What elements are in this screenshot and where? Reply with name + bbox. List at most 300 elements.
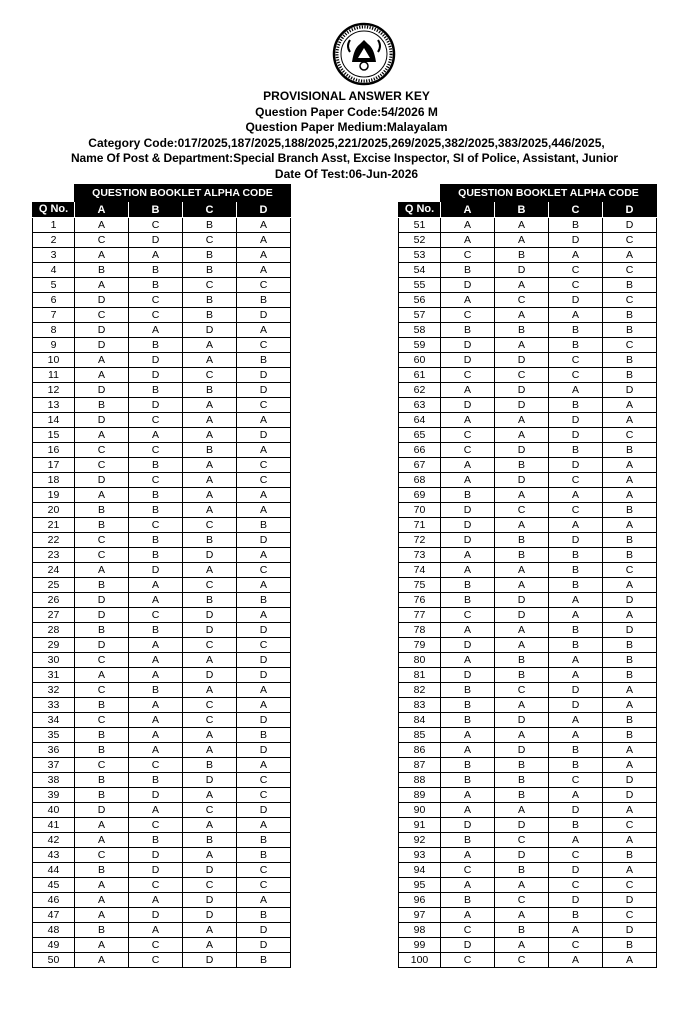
question-number-cell: 95 <box>399 878 441 893</box>
answer-c-cell: C <box>549 773 603 788</box>
answer-d-cell: A <box>237 323 291 338</box>
answer-key-table-left <box>32 184 291 968</box>
answer-b-cell: B <box>129 683 183 698</box>
question-number-cell: 64 <box>399 413 441 428</box>
table-row <box>33 233 291 248</box>
question-number-cell: 65 <box>399 428 441 443</box>
answer-d-cell: B <box>603 713 657 728</box>
answer-d-cell: B <box>603 323 657 338</box>
answer-d-cell: B <box>237 353 291 368</box>
answer-c-cell: B <box>549 818 603 833</box>
page-title: PROVISIONAL ANSWER KEY <box>263 89 430 103</box>
answer-b-cell: A <box>495 218 549 233</box>
answer-c-cell: C <box>549 938 603 953</box>
answer-b-cell: B <box>495 533 549 548</box>
table-row <box>33 623 291 638</box>
answer-c-cell: B <box>549 563 603 578</box>
answer-a-cell: A <box>75 668 129 683</box>
answer-b-cell: C <box>495 953 549 968</box>
question-number-cell: 23 <box>33 548 75 563</box>
answer-b-cell: A <box>129 923 183 938</box>
answer-c-cell: A <box>183 743 237 758</box>
answer-d-cell: C <box>237 278 291 293</box>
answer-c-cell: B <box>183 443 237 458</box>
answer-d-cell: C <box>237 458 291 473</box>
answer-d-cell: C <box>603 818 657 833</box>
answer-b-cell: A <box>495 413 549 428</box>
answer-b-cell: A <box>129 653 183 668</box>
question-number-cell: 52 <box>399 233 441 248</box>
answer-c-cell: B <box>183 218 237 233</box>
answer-c-cell: D <box>549 458 603 473</box>
answer-a-cell: A <box>75 878 129 893</box>
answer-d-cell: C <box>603 233 657 248</box>
answer-d-cell: A <box>603 488 657 503</box>
answer-d-cell: B <box>237 953 291 968</box>
table-row <box>399 878 657 893</box>
table-row <box>399 683 657 698</box>
answer-d-cell: A <box>603 413 657 428</box>
answer-c-cell: B <box>183 833 237 848</box>
answer-b-cell: C <box>495 293 549 308</box>
answer-c-cell: A <box>183 563 237 578</box>
table-row <box>33 653 291 668</box>
answer-c-cell: B <box>183 533 237 548</box>
answer-c-cell: A <box>549 518 603 533</box>
answer-d-cell: B <box>237 518 291 533</box>
answer-c-cell: A <box>183 398 237 413</box>
table-row <box>399 443 657 458</box>
answer-c-cell: C <box>183 233 237 248</box>
answer-d-cell: A <box>237 413 291 428</box>
table-row <box>33 698 291 713</box>
answer-d-cell: B <box>603 548 657 563</box>
answer-a-cell: C <box>75 233 129 248</box>
question-number-cell: 12 <box>33 383 75 398</box>
answer-b-cell: D <box>495 398 549 413</box>
answer-a-cell: C <box>75 548 129 563</box>
answer-b-cell: C <box>129 818 183 833</box>
question-number-cell: 56 <box>399 293 441 308</box>
answer-b-cell: A <box>495 938 549 953</box>
answer-b-cell: D <box>495 473 549 488</box>
answer-d-cell: B <box>237 848 291 863</box>
table-row <box>33 548 291 563</box>
answer-a-cell: A <box>441 788 495 803</box>
question-number-cell: 25 <box>33 578 75 593</box>
question-number-cell: 99 <box>399 938 441 953</box>
answer-d-cell: B <box>603 308 657 323</box>
question-number-cell: 46 <box>33 893 75 908</box>
answer-d-cell: D <box>237 533 291 548</box>
answer-a-cell: B <box>441 893 495 908</box>
table-row <box>399 458 657 473</box>
answer-a-cell: B <box>441 758 495 773</box>
answer-d-cell: A <box>603 698 657 713</box>
answer-a-cell: A <box>441 473 495 488</box>
question-number-cell: 77 <box>399 608 441 623</box>
question-number-cell: 84 <box>399 713 441 728</box>
answer-b-cell: A <box>495 278 549 293</box>
answer-b-cell: C <box>129 758 183 773</box>
answer-b-cell: D <box>495 743 549 758</box>
answer-b-cell: D <box>495 713 549 728</box>
answer-c-cell: B <box>549 758 603 773</box>
answer-c-cell: A <box>183 923 237 938</box>
answer-b-cell: C <box>129 878 183 893</box>
answer-c-cell: A <box>183 338 237 353</box>
answer-d-cell: C <box>237 863 291 878</box>
column-header-c: C <box>549 202 603 218</box>
answer-d-cell: C <box>237 638 291 653</box>
answer-a-cell: B <box>75 623 129 638</box>
answer-a-cell: A <box>441 293 495 308</box>
answer-c-cell: B <box>183 758 237 773</box>
answer-c-cell: A <box>183 413 237 428</box>
answer-d-cell: A <box>603 608 657 623</box>
question-number-cell: 66 <box>399 443 441 458</box>
table-row <box>399 938 657 953</box>
answer-b-cell: B <box>129 623 183 638</box>
answer-a-cell: C <box>75 443 129 458</box>
answer-a-cell: B <box>441 713 495 728</box>
column-header-a: A <box>441 202 495 218</box>
answer-c-cell: A <box>549 488 603 503</box>
question-number-cell: 80 <box>399 653 441 668</box>
answer-b-cell: D <box>129 788 183 803</box>
answer-b-cell: A <box>495 428 549 443</box>
answer-a-cell: A <box>441 743 495 758</box>
table-row <box>33 458 291 473</box>
answer-c-cell: A <box>183 653 237 668</box>
question-number-cell: 50 <box>33 953 75 968</box>
answer-c-cell: C <box>183 803 237 818</box>
table-row <box>399 518 657 533</box>
answer-a-cell: D <box>441 338 495 353</box>
answer-a-cell: C <box>75 758 129 773</box>
question-number-cell: 62 <box>399 383 441 398</box>
answer-c-cell: C <box>183 278 237 293</box>
answer-a-cell: D <box>75 338 129 353</box>
answer-d-cell: B <box>237 293 291 308</box>
question-number-cell: 60 <box>399 353 441 368</box>
answer-c-cell: D <box>549 863 603 878</box>
question-number-cell: 58 <box>399 323 441 338</box>
answer-b-cell: C <box>129 443 183 458</box>
table-row <box>399 923 657 938</box>
question-number-cell: 44 <box>33 863 75 878</box>
answer-d-cell: D <box>603 893 657 908</box>
answer-c-cell: A <box>183 848 237 863</box>
answer-d-cell: A <box>237 548 291 563</box>
answer-b-cell: D <box>495 818 549 833</box>
answer-a-cell: B <box>441 263 495 278</box>
question-number-cell: 73 <box>399 548 441 563</box>
answer-c-cell: C <box>549 503 603 518</box>
answer-d-cell: A <box>237 248 291 263</box>
column-header-qno: Q No. <box>33 202 75 218</box>
answer-c-cell: C <box>549 263 603 278</box>
answer-d-cell: A <box>237 233 291 248</box>
answer-b-cell: D <box>495 443 549 458</box>
answer-b-cell: C <box>129 938 183 953</box>
answer-a-cell: D <box>75 323 129 338</box>
answer-d-cell: B <box>603 728 657 743</box>
answer-d-cell: A <box>237 683 291 698</box>
question-number-cell: 26 <box>33 593 75 608</box>
answer-d-cell: C <box>237 878 291 893</box>
answer-d-cell: C <box>603 878 657 893</box>
table-row <box>399 293 657 308</box>
answer-a-cell: C <box>75 713 129 728</box>
answer-d-cell: D <box>237 368 291 383</box>
answer-d-cell: B <box>603 353 657 368</box>
table-row <box>33 713 291 728</box>
answer-c-cell: D <box>183 623 237 638</box>
answer-a-cell: B <box>75 398 129 413</box>
table-row <box>33 923 291 938</box>
table-row <box>33 353 291 368</box>
answer-b-cell: B <box>495 323 549 338</box>
answer-b-cell: D <box>129 863 183 878</box>
answer-c-cell: A <box>549 728 603 743</box>
question-number-cell: 42 <box>33 833 75 848</box>
question-number-cell: 33 <box>33 698 75 713</box>
answer-b-cell: C <box>495 833 549 848</box>
question-number-cell: 1 <box>33 218 75 233</box>
table-row <box>33 893 291 908</box>
question-number-cell: 78 <box>399 623 441 638</box>
answer-d-cell: A <box>603 398 657 413</box>
answer-a-cell: A <box>441 728 495 743</box>
answer-c-cell: D <box>183 773 237 788</box>
answer-a-cell: C <box>441 248 495 263</box>
answer-b-cell: A <box>495 233 549 248</box>
answer-a-cell: D <box>75 473 129 488</box>
table-row <box>399 218 657 233</box>
table-row <box>33 593 291 608</box>
answer-b-cell: B <box>495 668 549 683</box>
answer-d-cell: D <box>237 923 291 938</box>
answer-c-cell: A <box>183 728 237 743</box>
answer-d-cell: B <box>237 593 291 608</box>
table-row <box>33 533 291 548</box>
answer-d-cell: B <box>603 278 657 293</box>
table-row <box>399 428 657 443</box>
column-header-qno: Q No. <box>399 202 441 218</box>
answer-d-cell: A <box>237 698 291 713</box>
answer-a-cell: B <box>75 578 129 593</box>
answer-c-cell: B <box>183 383 237 398</box>
question-number-cell: 16 <box>33 443 75 458</box>
answer-d-cell: C <box>237 473 291 488</box>
answer-b-cell: A <box>129 323 183 338</box>
answer-d-cell: D <box>237 803 291 818</box>
table-row <box>33 278 291 293</box>
question-number-cell: 70 <box>399 503 441 518</box>
table-row <box>33 953 291 968</box>
table-row <box>33 878 291 893</box>
answer-a-cell: D <box>75 608 129 623</box>
answer-b-cell: A <box>495 908 549 923</box>
table-row <box>399 488 657 503</box>
table-row <box>33 908 291 923</box>
answer-b-cell: C <box>129 608 183 623</box>
answer-c-cell: A <box>549 608 603 623</box>
question-number-cell: 19 <box>33 488 75 503</box>
answer-d-cell: D <box>237 743 291 758</box>
answer-c-cell: D <box>183 893 237 908</box>
answer-c-cell: D <box>549 428 603 443</box>
answer-a-cell: B <box>441 773 495 788</box>
answer-a-cell: A <box>441 548 495 563</box>
answer-c-cell: D <box>549 233 603 248</box>
answer-b-cell: A <box>495 308 549 323</box>
table-row <box>399 248 657 263</box>
question-number-cell: 85 <box>399 728 441 743</box>
table-row <box>33 503 291 518</box>
answer-a-cell: C <box>75 653 129 668</box>
answer-b-cell: A <box>129 893 183 908</box>
answer-d-cell: A <box>603 833 657 848</box>
answer-c-cell: A <box>549 953 603 968</box>
question-number-cell: 11 <box>33 368 75 383</box>
answer-b-cell: B <box>129 458 183 473</box>
answer-b-cell: A <box>495 638 549 653</box>
table-row <box>399 593 657 608</box>
table-row <box>33 293 291 308</box>
question-number-cell: 3 <box>33 248 75 263</box>
answer-b-cell: A <box>495 728 549 743</box>
answer-c-cell: A <box>183 473 237 488</box>
answer-c-cell: B <box>549 548 603 563</box>
answer-c-cell: D <box>549 698 603 713</box>
answer-a-cell: A <box>75 278 129 293</box>
table-row <box>33 863 291 878</box>
answer-d-cell: A <box>237 893 291 908</box>
answer-c-cell: A <box>549 248 603 263</box>
table-row <box>33 728 291 743</box>
question-number-cell: 97 <box>399 908 441 923</box>
answer-a-cell: D <box>441 353 495 368</box>
table-row <box>399 308 657 323</box>
question-number-cell: 45 <box>33 878 75 893</box>
question-number-cell: 79 <box>399 638 441 653</box>
question-number-cell: 40 <box>33 803 75 818</box>
answer-a-cell: C <box>441 443 495 458</box>
answer-a-cell: A <box>441 383 495 398</box>
answer-a-cell: B <box>75 503 129 518</box>
answer-a-cell: A <box>75 218 129 233</box>
answer-a-cell: A <box>441 623 495 638</box>
question-number-cell: 86 <box>399 743 441 758</box>
table-row <box>33 428 291 443</box>
table-row <box>33 308 291 323</box>
table-row <box>399 383 657 398</box>
answer-a-cell: A <box>441 458 495 473</box>
answer-b-cell: A <box>129 728 183 743</box>
answer-b-cell: D <box>129 368 183 383</box>
answer-b-cell: A <box>495 338 549 353</box>
answer-b-cell: D <box>129 848 183 863</box>
table-row <box>399 533 657 548</box>
answer-b-cell: C <box>129 218 183 233</box>
date-of-test: Date Of Test:06-Jun-2026 <box>274 167 419 181</box>
answer-a-cell: A <box>75 833 129 848</box>
answer-c-cell: B <box>549 443 603 458</box>
answer-c-cell: D <box>183 863 237 878</box>
answer-b-cell: D <box>495 383 549 398</box>
answer-c-cell: A <box>183 683 237 698</box>
answer-a-cell: A <box>75 488 129 503</box>
answer-d-cell: A <box>603 863 657 878</box>
answer-d-cell: A <box>237 503 291 518</box>
question-number-cell: 43 <box>33 848 75 863</box>
question-number-cell: 74 <box>399 563 441 578</box>
question-number-cell: 36 <box>33 743 75 758</box>
answer-d-cell: D <box>603 218 657 233</box>
answer-c-cell: B <box>549 323 603 338</box>
answer-a-cell: C <box>75 533 129 548</box>
column-header-d: D <box>603 202 657 218</box>
answer-d-cell: B <box>603 368 657 383</box>
table-row <box>399 758 657 773</box>
answer-d-cell: B <box>603 503 657 518</box>
answer-a-cell: B <box>75 743 129 758</box>
answer-b-cell: D <box>495 848 549 863</box>
answer-c-cell: D <box>183 668 237 683</box>
question-number-cell: 41 <box>33 818 75 833</box>
alpha-code-header: QUESTION BOOKLET ALPHA CODE <box>441 185 657 202</box>
answer-d-cell: A <box>603 743 657 758</box>
question-number-cell: 63 <box>399 398 441 413</box>
answer-b-cell: A <box>129 803 183 818</box>
answer-c-cell: A <box>549 593 603 608</box>
question-number-cell: 17 <box>33 458 75 473</box>
table-row <box>399 713 657 728</box>
answer-b-cell: D <box>129 563 183 578</box>
answer-d-cell: D <box>603 383 657 398</box>
answer-a-cell: A <box>75 353 129 368</box>
answer-c-cell: C <box>549 473 603 488</box>
question-number-cell: 83 <box>399 698 441 713</box>
answer-a-cell: D <box>441 938 495 953</box>
table-row <box>33 443 291 458</box>
answer-d-cell: B <box>603 638 657 653</box>
answer-d-cell: B <box>603 533 657 548</box>
answer-b-cell: D <box>129 908 183 923</box>
question-number-cell: 4 <box>33 263 75 278</box>
answer-a-cell: C <box>441 953 495 968</box>
question-number-cell: 89 <box>399 788 441 803</box>
answer-d-cell: A <box>237 263 291 278</box>
column-header-d: D <box>237 202 291 218</box>
question-number-cell: 27 <box>33 608 75 623</box>
question-number-cell: 21 <box>33 518 75 533</box>
answer-c-cell: A <box>183 353 237 368</box>
answer-a-cell: A <box>75 563 129 578</box>
answer-c-cell: D <box>183 548 237 563</box>
question-number-cell: 51 <box>399 218 441 233</box>
answer-d-cell: A <box>603 458 657 473</box>
question-number-cell: 28 <box>33 623 75 638</box>
table-row <box>33 803 291 818</box>
answer-b-cell: A <box>495 563 549 578</box>
question-number-cell: 82 <box>399 683 441 698</box>
answer-b-cell: A <box>495 698 549 713</box>
table-row <box>33 473 291 488</box>
question-number-cell: 30 <box>33 653 75 668</box>
